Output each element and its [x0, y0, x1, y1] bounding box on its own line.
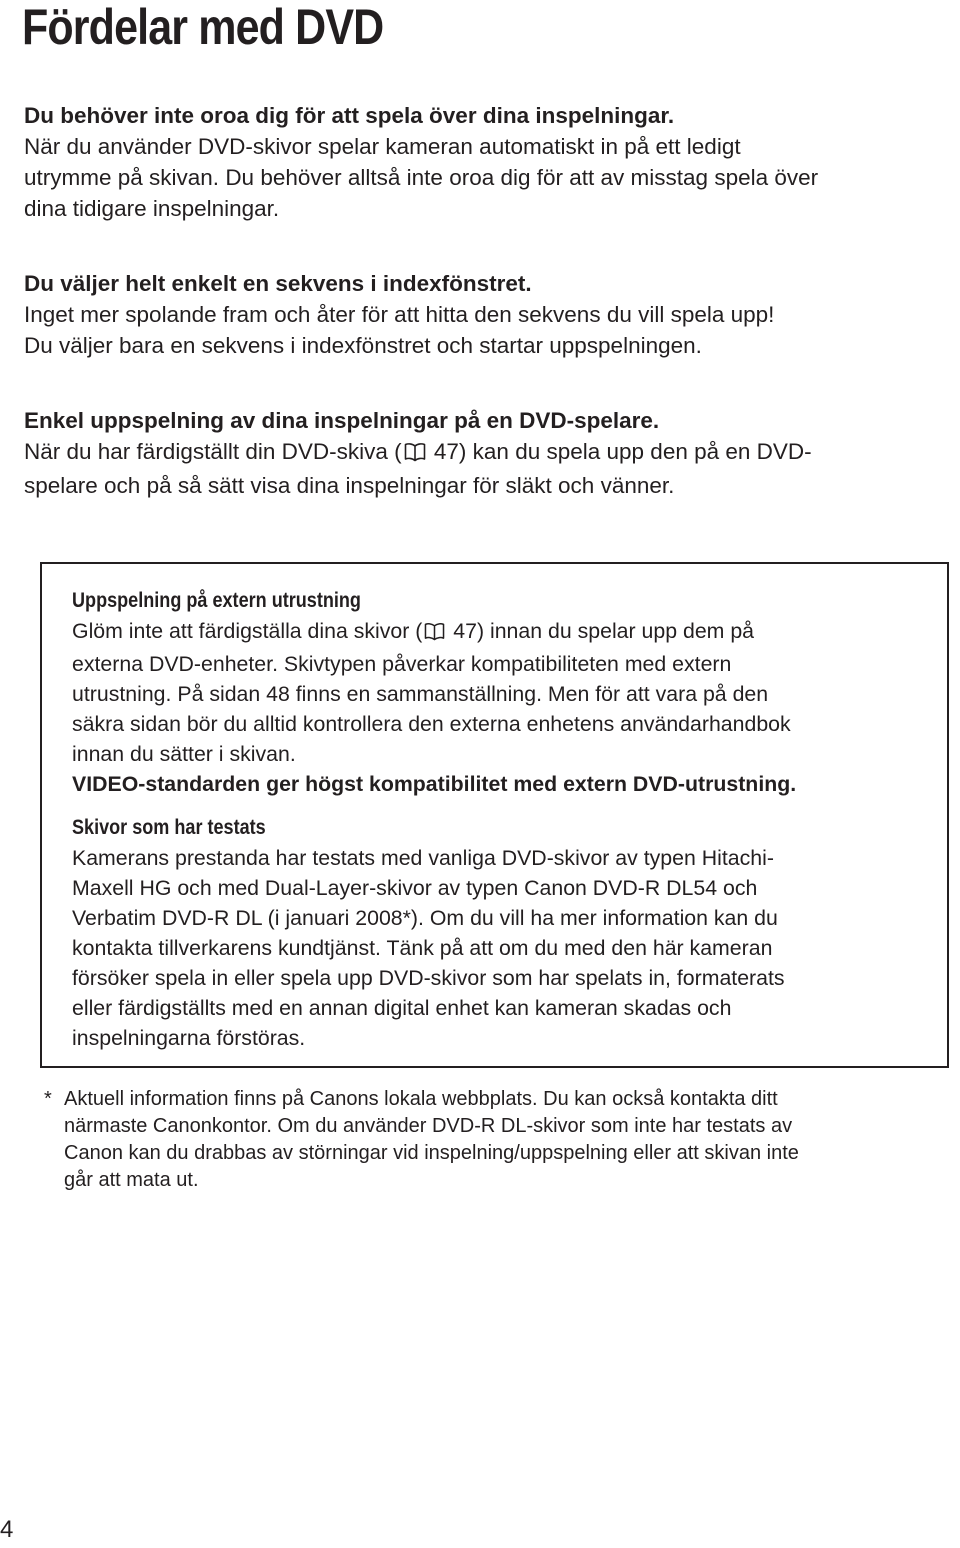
- box-text: 47) innan du spelar upp dem på: [447, 619, 755, 643]
- box-line: Kamerans prestanda har testats med vanliga DVD-skivor av typen Hitachi-: [72, 846, 774, 870]
- section-heading: Enkel uppspelning av dina inspelningar på en DVD-spelare.: [24, 408, 660, 433]
- box-line: innan du sätter i skivan.: [72, 742, 296, 766]
- page-number: 4: [0, 1516, 14, 1543]
- section-dvd-player: [24, 405, 960, 501]
- box-line: inspelningarna förstöras.: [72, 1026, 306, 1050]
- box-line: kontakta tillverkarens kundtjänst. Tänk på att om du med den här kameran: [72, 936, 773, 960]
- body-text: 47) kan du spela upp den på en DVD-: [427, 439, 812, 464]
- box-line: Verbatim DVD-R DL (i januari 2008*). Om du vill ha mer information kan du: [72, 906, 778, 930]
- book-icon: [404, 439, 426, 470]
- box-line: säkra sidan bör du alltid kontrollera den externa enhetens användarhandbok: [72, 712, 791, 736]
- box-line: [72, 616, 942, 649]
- body-line: utrymme på skivan. Du behöver alltså inte oroa dig för att av misstag spela över: [24, 165, 819, 190]
- footnote-line: Canon kan du drabbas av störningar vid inspelning/uppspelning eller att skivan inte: [64, 1142, 799, 1164]
- section-overwrite: [24, 100, 960, 224]
- section-index-window: [24, 268, 960, 361]
- box-line: Maxell HG och med Dual-Layer-skivor av typen Canon DVD-R DL54 och: [72, 876, 758, 900]
- section-heading: Du behöver inte oroa dig för att spela över dina inspelningar.: [24, 103, 675, 128]
- footnote-line: går att mata ut.: [64, 1169, 199, 1191]
- box-line: utrustning. På sidan 48 finns en sammanställning. Men för att vara på den: [72, 682, 769, 706]
- body-text: När du har färdigställt din DVD-skiva (: [24, 439, 402, 464]
- footnote-line: Aktuell information finns på Canons lokala webbplats. Du kan också kontakta ditt: [64, 1088, 778, 1110]
- section-heading: Du väljer helt enkelt en sekvens i indexfönstret.: [24, 271, 532, 296]
- body-line: Inget mer spolande fram och åter för att hitta den sekvens du vill spela upp!: [24, 302, 775, 327]
- box-heading-tested-discs: Skivor som har testats: [72, 816, 266, 839]
- box-line: eller färdigställts med en annan digital enhet kan kameran skadas och: [72, 996, 732, 1020]
- footnote-marker: *: [44, 1088, 52, 1110]
- body-line: dina tidigare inspelningar.: [24, 196, 280, 221]
- book-icon: [424, 619, 445, 649]
- body-line: [24, 436, 960, 470]
- box-line: försöker spela in eller spela upp DVD-skivor som har spelats in, formaterats: [72, 966, 785, 990]
- body-line: Du väljer bara en sekvens i indexfönstret och startar uppspelningen.: [24, 333, 702, 358]
- box-emphasis: VIDEO-standarden ger högst kompatibilitet med extern DVD-utrustning.: [72, 772, 797, 796]
- body-line: spelare och på så sätt visa dina inspelningar för släkt och vänner.: [24, 473, 675, 498]
- info-box: [40, 562, 949, 1068]
- footnote-line: närmaste Canonkontor. Om du använder DVD-R DL-skivor som inte har testats av: [64, 1115, 793, 1137]
- box-heading-playback: Uppspelning på extern utrustning: [72, 589, 361, 612]
- body-line: När du använder DVD-skivor spelar kameran automatiskt in på ett ledigt: [24, 134, 741, 159]
- box-text: Glöm inte att färdigställa dina skivor (: [72, 619, 423, 643]
- page-title: Fördelar med DVD: [22, 0, 384, 55]
- box-line: externa DVD-enheter. Skivtypen påverkar kompatibiliteten med extern: [72, 652, 732, 676]
